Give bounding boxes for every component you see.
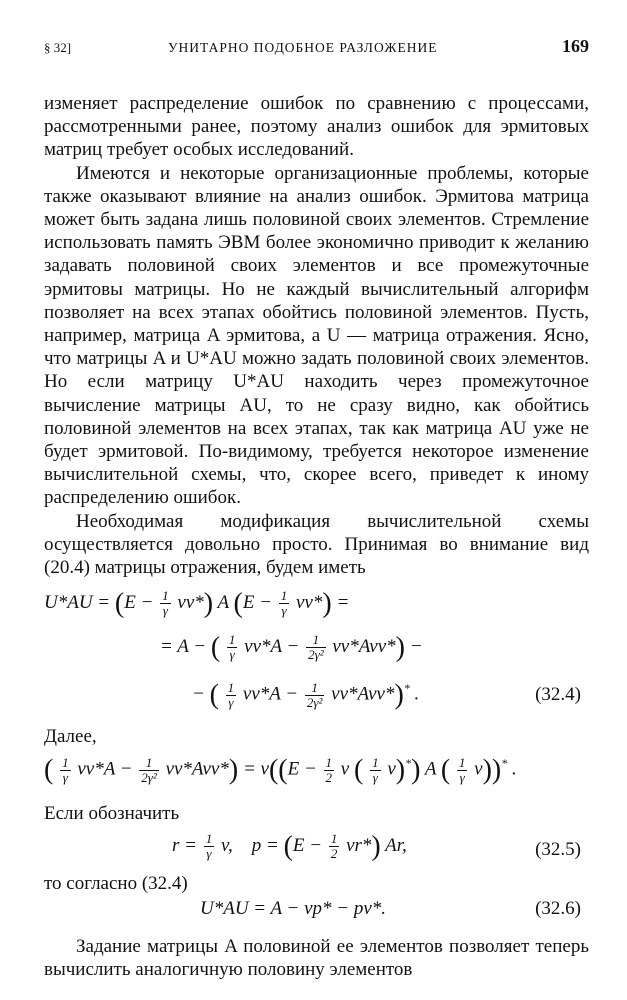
text-esli: Если обозначить [44, 803, 180, 825]
equation-number-32-4: (32.4) [535, 684, 581, 706]
page-header [44, 36, 589, 60]
paragraph-1: изменяет распределение ошибок по сравнению с процессами, рассмотренными ранее, поэтому анализ ошибок для эрмитовых матриц требует особых исследований. [44, 93, 589, 161]
equation-32-6: U*AU = A − vp* − pv*. (32.6) [200, 897, 581, 919]
text-dalee: Далее, [44, 726, 97, 748]
equation-number-32-6: (32.6) [535, 897, 581, 919]
paragraph-2: Имеются и некоторые организационные проблемы, которые также оказывают влияние на анализ ошибок. Эрмитова матрица может быть задана лишь половиной своих элементов. Стремление использовать память ЭВМ более экономично приводит к желанию задавать половиной своих элементов и все промежуточные эрмитовы матрицы. Но не каждый вычислительный алгорифм позволяет на всех этапах обойтись половиной элементов. Пусть, например, матрица A эрмитова, а U — матрица отражения. Ясно, что матрицы A и U*AU можно задать половиной своих элементов. Но если матрицу U*AU находить через промежуточное вычисление матрицы AU, то не сразу видно, как обойтись половиной элементов на всех этапах, так как матрица AU уже не будет эрмитовой. По-видимому, требуется некоторое изменение вычислительной схемы, что, скорее всего, приведет к иному распределению ошибок. [44, 162, 589, 509]
section-ref: § 32] [44, 40, 72, 55]
page-body [44, 92, 589, 981]
equation-32-4-line-1: U*AU = (E − $\frac{1}{\gamma}$ vv*) A (E − $\frac{1}{\gamma}$ vv*) = [44, 588, 350, 620]
paragraph-3: Необходимая модификация вычислительной схемы осуществляется довольно просто. Принимая во внимание вид (20.4) матрицы отражения, будем иметь [44, 510, 589, 579]
page-number: 169 [562, 36, 589, 56]
paragraph-last: Задание матрицы A половиной ее элементов позволяет теперь вычислить аналогичную половину элементов [44, 935, 589, 981]
equation-32-4-line-3: − ( $\frac{1}{\gamma}$ vv*A − $\frac{1}{\text{2γ²}}$ vv*Avv*)* . (32.4) [192, 679, 581, 711]
text-soglasno: то согласно (32.4) [44, 872, 188, 894]
running-title: УНИТАРНО ПОДОБНОЕ РАЗЛОЖЕНИЕ [168, 40, 438, 55]
equation-32-5: r = $\frac{1}{\gamma}$ v, p = (E − $\frac{1}{2}$ vr*) Ar, (32.5) [172, 830, 581, 862]
equation-number-32-5: (32.5) [535, 838, 581, 860]
equation-32-4-line-2: = A − ( $\frac{1}{\gamma}$ vv*A − $\frac{1}{\text{2γ²}}$ vv*Avv*) − [160, 632, 423, 664]
equation-dalee: ( $\frac{1}{\gamma}$ vv*A − $\frac{1}{\text{2γ²}}$ vv*Avv*) = v((E − $\frac{1}{2}$ v ( $\frac{1}{\gamma}$ v)*) A ( $\frac{1}{\gamma}$ v))* . [44, 754, 517, 786]
